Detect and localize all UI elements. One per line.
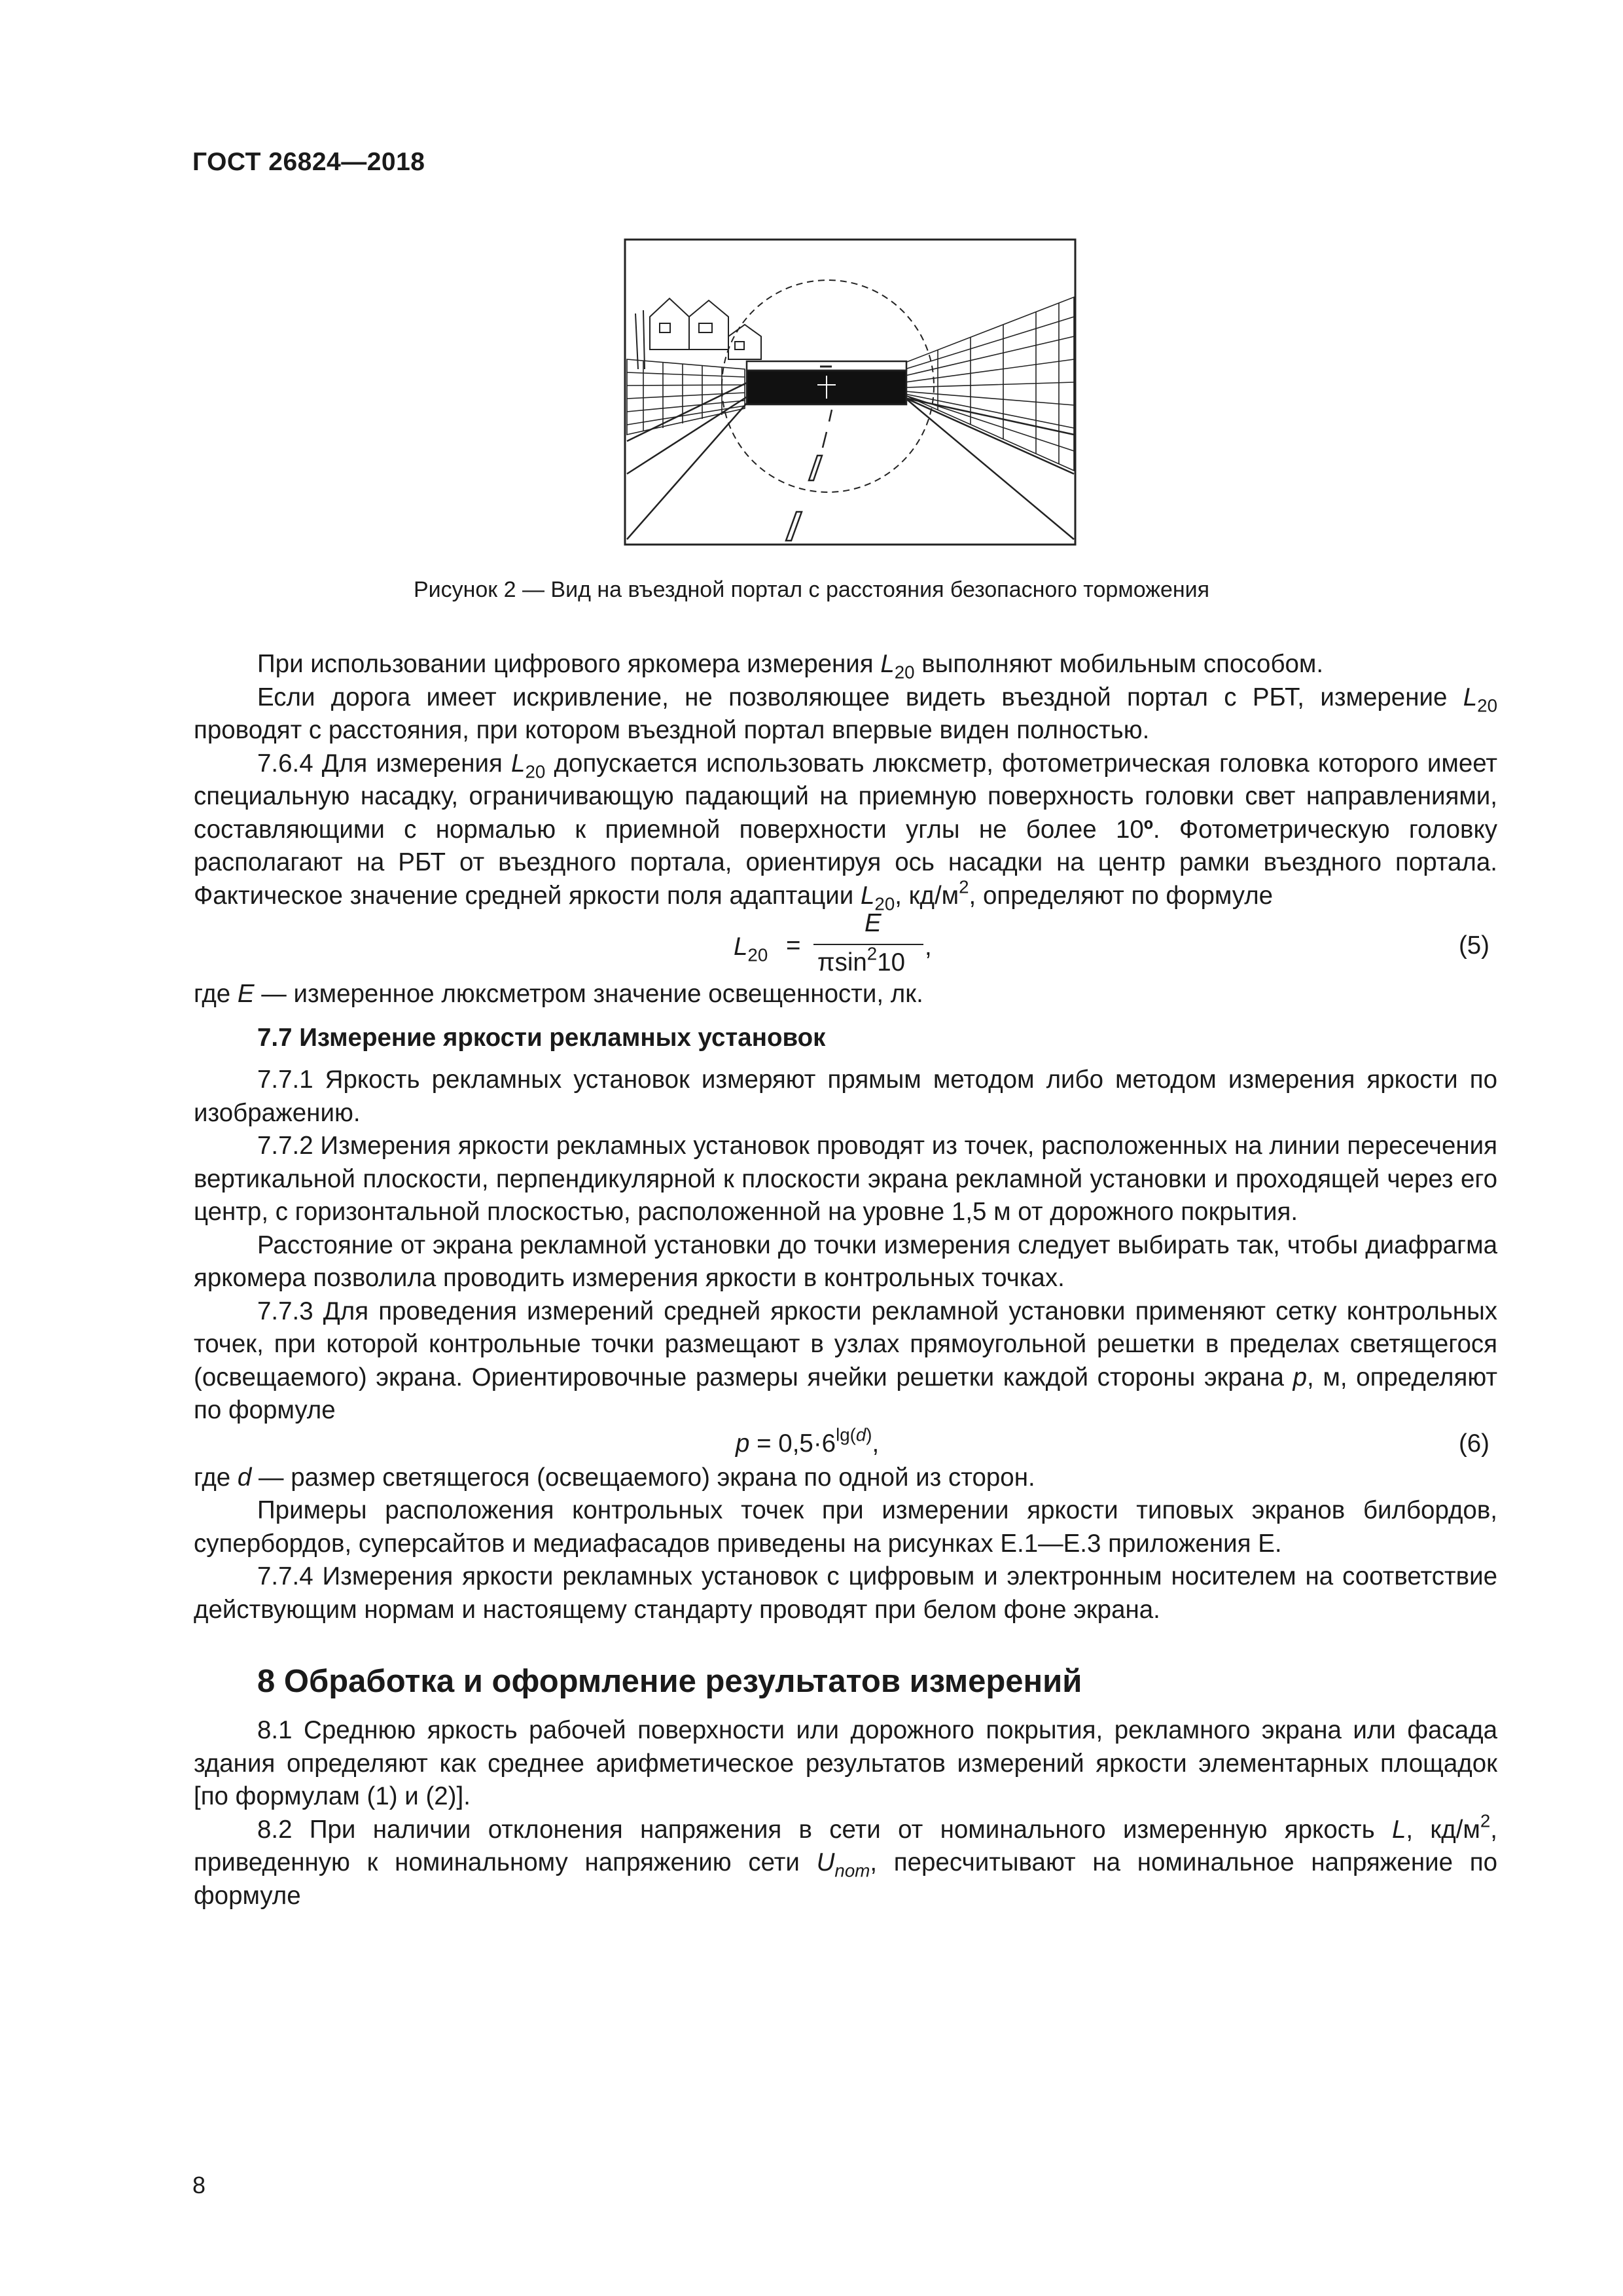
formula-6-legend: где d — размер светящегося (освещаемого) экрана по одной из сторон. — [194, 1463, 1035, 1492]
right-wall — [905, 297, 1074, 471]
paragraph: Если дорога имеет искривление, не позволяющее видеть въездной портал с РБТ, измерение $L_{20}$ проводят с расстояния, при котором въездной портал впервые виден полностью. — [194, 683, 1497, 744]
formula-6: $p = 0,5\cdot 6^{lg(d)}$, (6) — [194, 1427, 1497, 1462]
paragraph: Примеры расположения контрольных точек при измерении яркости типовых экранов билбордов, супербордов, суперсайтов и медиафасадов приведены на рисунках Е.1—Е.3 приложения Е. — [194, 1496, 1497, 1558]
formula-5-legend: где E — измеренное люксметром значение освещенности, лк. — [194, 980, 923, 1008]
equation-number: (6) — [1458, 1429, 1489, 1458]
equation-number: (5) — [1458, 931, 1489, 960]
section-heading-8: 8 Обработка и оформление результатов измерений — [257, 1664, 1082, 1699]
left-wall — [627, 359, 745, 435]
paragraph-7-6-4: 7.6.4 Для измерения $L_{20}$ допускается использовать люксметр, фотометрическая головка которого имеет специальную насадку, ограничивающую падающий на приемную поверхность головки свет направлениями, составляющими с нормалью к приемной поверхности углы не более 10º. Фотометрическую головку располагают на РБТ от въездного портала, ориентируя ось насадки на центр рамки въездного портала. Фактическое значение средней яркости поля адаптации $L_{20}$, $кд/м^2$, определяют по формуле — [194, 749, 1498, 914]
document-header: ГОСТ 26824—2018 — [192, 148, 425, 176]
paragraph-7-7-3: 7.7.3 Для проведения измерений средней яркости рекламной установки применяют сетку контрольных точек, при которой контрольные точки размещают в узлах прямоугольной решетки в пределах светящегося (освещаемого) экрана. Ориентировочные размеры ячейки решетки каждой стороны экрана p, м, определяют по формуле — [194, 1297, 1497, 1424]
paragraph-7-7-1: 7.7.1 Яркость рекламных установок измеряют прямым методом либо методом измерения яркости по изображению. — [194, 1066, 1497, 1127]
figure-caption: Рисунок 2 — Вид на въездной портал с расстояния безопасного торможения — [413, 577, 1210, 602]
paragraph-7-7-2: 7.7.2 Измерения яркости рекламных установок проводят из точек, расположенных на линии пересечения вертикальной плоскости, перпендикулярной к плоскости экрана рекламной установки и проходящей через его центр, с горизонтальной плоскостью, расположенной на уровне 1,5 м от дорожного покрытия. — [194, 1132, 1497, 1226]
tunnel-portal-figure — [624, 238, 1077, 546]
formula-5: $L_{20}$ = E πsin$^2$10 , (5) — [734, 909, 1489, 977]
lane-markings — [786, 410, 832, 541]
paragraph-8-1: 8.1 Среднюю яркость рабочей поверхности или дорожного покрытия, рекламного экрана или фасада здания определяют как среднее арифметическое результатов измерений яркости элементарных площадок [по формулам (1) и (2)]. — [194, 1716, 1497, 1810]
body-text — [194, 648, 1497, 1912]
section-heading-7-7: 7.7 Измерение яркости рекламных установок — [257, 1023, 826, 1052]
paragraph-7-7-4: 7.7.4 Измерения яркости рекламных установок с цифровым и электронным носителем на соответствие действующим нормам и настоящему стандарту проводят при белом фоне экрана. — [194, 1562, 1497, 1624]
paragraph: Расстояние от экрана рекламной установки до точки измерения следует выбирать так, чтобы диафрагма яркомера позволила проводить измерения яркости в контрольных точках. — [194, 1230, 1497, 1292]
paragraph-8-2: 8.2 При наличии отклонения напряжения в сети от номинального измеренную яркость L, $кд/м^2$, приведенную к номинальному напряжению сети $U_{nom}$, пересчитывают на номинальное напряжение по формуле — [194, 1810, 1497, 1910]
tunnel-portal — [747, 361, 906, 404]
left-houses — [635, 298, 761, 369]
page-number: 8 — [192, 2172, 206, 2198]
paragraph: При использовании цифрового яркомера измерения $L_{20}$ выполняют мобильным способом. — [257, 650, 1324, 683]
